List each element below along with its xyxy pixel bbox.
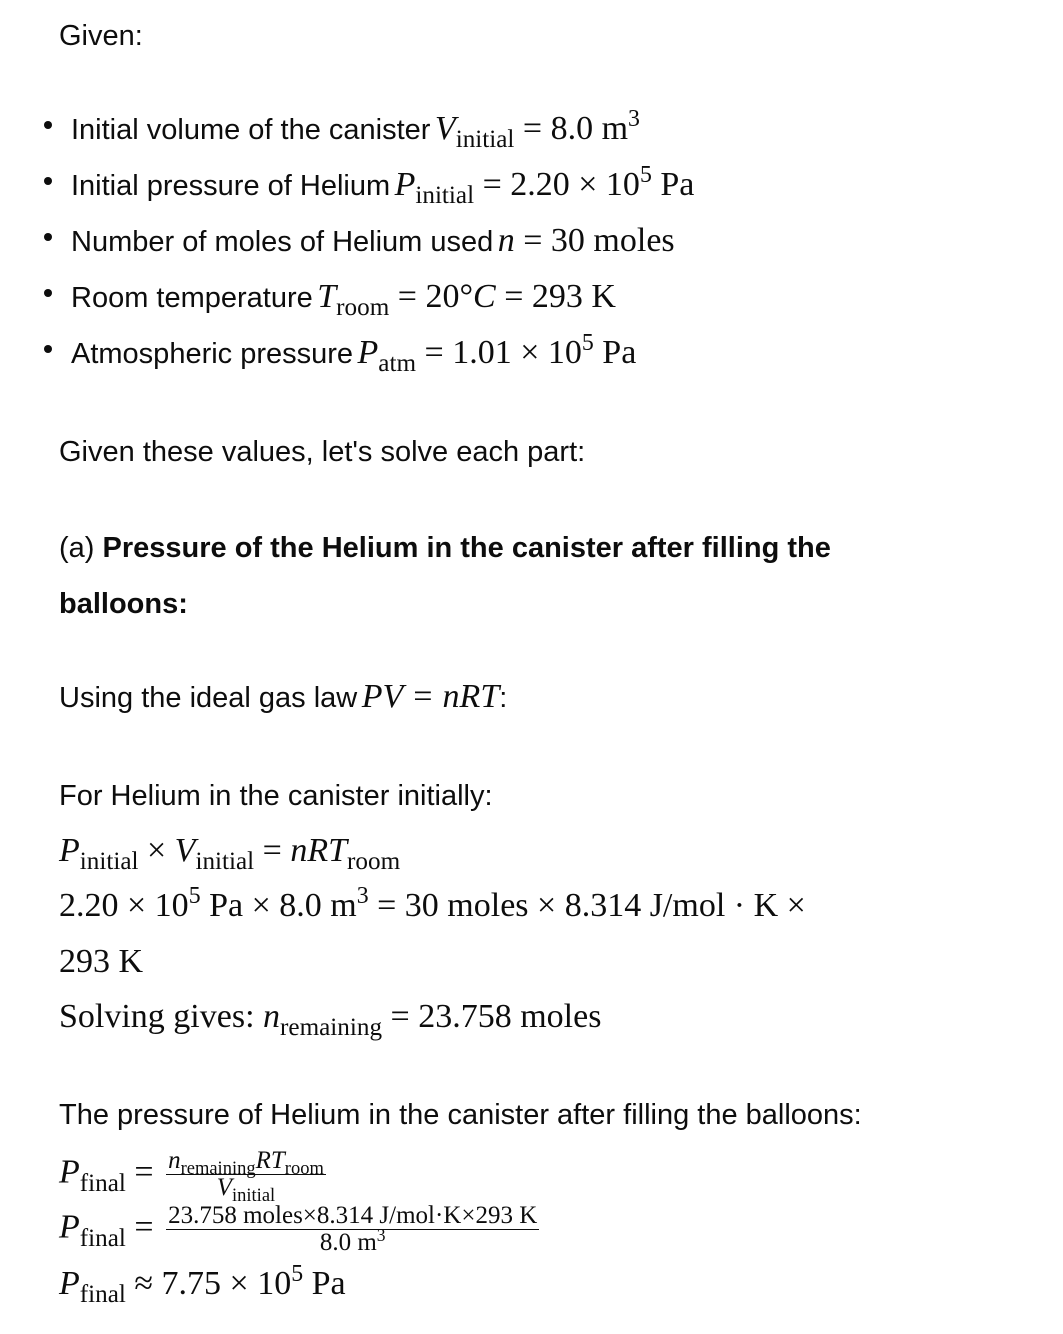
equation-substituted (59, 882, 806, 924)
given-item-label: Room temperature (71, 282, 313, 314)
ideal-gas-text: Using the ideal gas law (59, 682, 358, 714)
final-equation-symbolic (59, 1147, 330, 1207)
math-var: n (263, 998, 281, 1035)
given-item-temperature (71, 278, 616, 322)
final-equation-numeric (59, 1203, 543, 1257)
part-a-heading-cont: balloons: (59, 588, 188, 620)
math-var: P (59, 832, 80, 869)
given-item-label: Initial volume of the canister (71, 114, 431, 146)
math-sub: initial (415, 182, 475, 210)
final-heading: The pressure of Helium in the canister after filling the balloons: (59, 1099, 862, 1131)
math-rhs: = 20° (397, 278, 474, 315)
math-sub: final (79, 1169, 126, 1197)
math-op: = (125, 1153, 163, 1191)
math-sub: room (336, 294, 390, 322)
fraction-denominator (166, 1174, 326, 1207)
ideal-gas-line (59, 680, 507, 714)
math-var: P (357, 334, 379, 371)
fraction-denominator (166, 1224, 539, 1257)
math-tail: = 293 K (495, 278, 616, 315)
final-result (59, 1260, 346, 1309)
ideal-gas-formula: PV = nRT (361, 678, 500, 715)
fraction-numerator: 23.758 moles×8.314 J/mol·K×293 K (168, 1202, 538, 1229)
math-rhs: ≈ 7.75 × 10 (125, 1265, 292, 1302)
math-sub: remaining (280, 1014, 383, 1042)
math-sub: initial (195, 848, 255, 876)
math-var: P (59, 1265, 80, 1302)
math-var: RT (255, 1147, 285, 1174)
bullet-dot (44, 121, 52, 129)
math-rhs: = 23.758 moles (382, 998, 602, 1035)
bullet-dot (44, 233, 52, 241)
math-var: V (434, 110, 456, 147)
math-rhs: = 2.20 × 10 (482, 166, 640, 203)
solving-line (59, 998, 602, 1042)
math-var: V (174, 832, 196, 869)
bullet-dot (44, 345, 52, 353)
given-heading: Given: (59, 20, 143, 52)
given-item-moles (71, 224, 675, 258)
math-text: 8.0 m (319, 1229, 377, 1257)
math-text: Pa × 8.0 m (200, 887, 357, 924)
math-sub: room (347, 848, 401, 876)
math-sup: 5 (188, 882, 201, 909)
given-item-pressure (71, 161, 695, 210)
part-a-title: Pressure of the Helium in the canister after filling the (102, 532, 831, 564)
math-op: × (138, 832, 175, 869)
math-var: C (473, 278, 496, 315)
math-sup: 5 (581, 329, 594, 356)
intro-paragraph: Given these values, let's solve each part: (59, 436, 586, 468)
bullet-dot (44, 289, 52, 297)
part-a-heading (59, 534, 831, 563)
math-sub: final (79, 1224, 126, 1252)
fraction (166, 1147, 326, 1207)
math-rhs: = 8.0 m (522, 110, 629, 147)
solving-text: Solving gives: (59, 998, 264, 1035)
math-sup: 3 (376, 1224, 386, 1245)
math-op: = (254, 832, 291, 869)
math-var: P (59, 1208, 80, 1246)
part-a-prefix: (a) (59, 532, 95, 564)
math-sub: initial (232, 1186, 276, 1207)
equation-substituted-cont: 293 K (59, 943, 144, 980)
math-var: P (59, 1153, 80, 1191)
given-item-label: Number of moles of Helium used (71, 226, 494, 258)
math-sub: room (284, 1158, 324, 1179)
math-sub: initial (455, 126, 515, 154)
math-sub: atm (378, 350, 417, 378)
math-tail: Pa (593, 334, 637, 371)
math-var: T (317, 278, 337, 315)
fraction (166, 1203, 539, 1257)
math-sub: final (79, 1281, 126, 1309)
math-sup: 3 (628, 105, 640, 132)
fraction-numerator (166, 1147, 326, 1179)
math-var: n (168, 1147, 181, 1174)
math-sup: 5 (291, 1260, 304, 1287)
math-sub: initial (79, 848, 139, 876)
math-var: n (497, 222, 515, 259)
equation-initial (59, 832, 401, 876)
given-item-volume (71, 105, 640, 154)
given-item-label: Atmospheric pressure (71, 338, 354, 370)
math-var: P (394, 166, 416, 203)
given-item-atm (71, 329, 637, 378)
math-text: = 30 moles × 8.314 J/mol · K × (368, 887, 806, 924)
ideal-gas-suffix: : (499, 682, 508, 714)
math-op: = (125, 1208, 163, 1246)
math-text: 2.20 × 10 (59, 887, 189, 924)
bullet-dot (44, 177, 52, 185)
math-var: V (216, 1174, 233, 1202)
math-rhs: = 1.01 × 10 (424, 334, 582, 371)
math-sub: remaining (180, 1158, 256, 1179)
math-sup: 3 (356, 882, 369, 909)
math-sup: 5 (639, 161, 652, 188)
math-tail: Pa (303, 1265, 346, 1302)
given-item-label: Initial pressure of Helium (71, 170, 391, 202)
math-var: nRT (290, 832, 348, 869)
math-tail: Pa (651, 166, 695, 203)
initial-heading: For Helium in the canister initially: (59, 780, 493, 812)
math-rhs: = 30 moles (523, 222, 675, 259)
